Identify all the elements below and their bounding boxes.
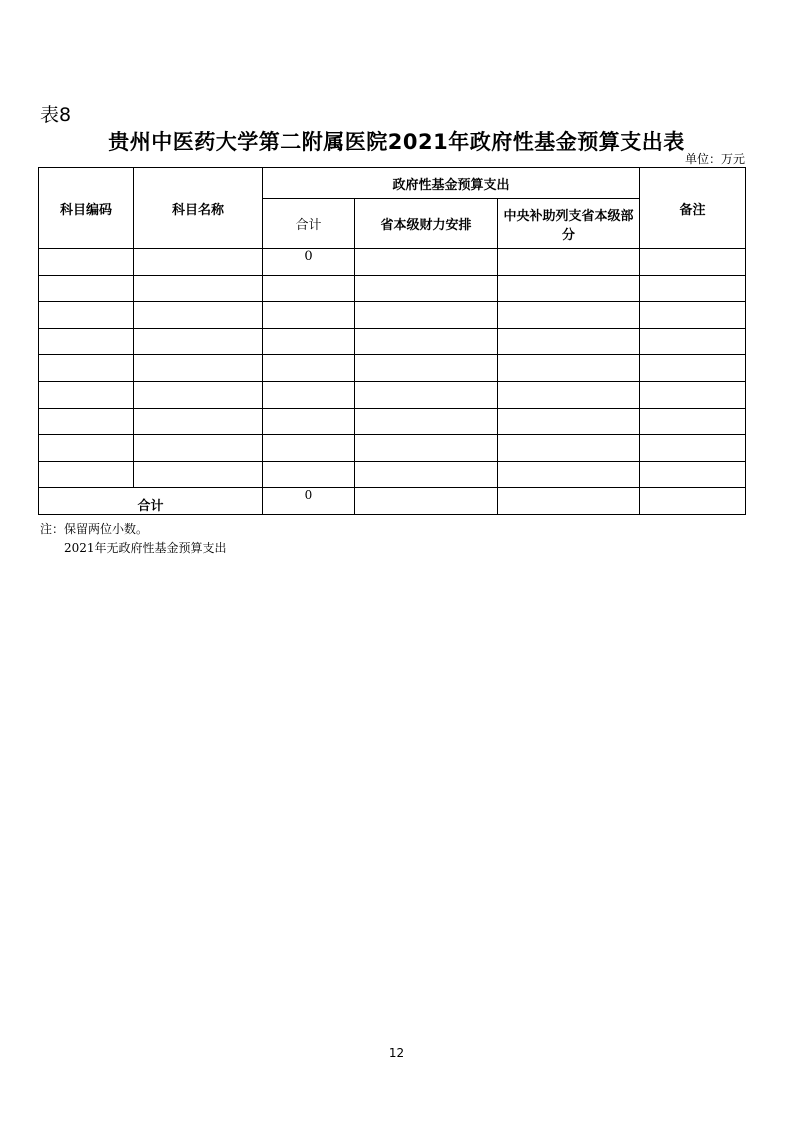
unit-label: 单位：万元: [684, 152, 745, 166]
cell-code: [39, 249, 134, 276]
table-body: [39, 249, 746, 488]
cell-name: [134, 381, 263, 408]
cell-central: [498, 355, 640, 382]
table-row: [39, 355, 746, 382]
document-title: 贵州中医药大学第二附属医院2021年政府性基金预算支出表: [108, 130, 685, 154]
table-row: [39, 381, 746, 408]
total-row-central: [498, 488, 640, 515]
cell-name: [134, 461, 263, 488]
cell-province: [355, 461, 498, 488]
cell-code: [39, 302, 134, 329]
cell-code: [39, 355, 134, 382]
cell-province: [355, 328, 498, 355]
total-row-province: [355, 488, 498, 515]
cell-name: [134, 408, 263, 435]
cell-central: [498, 302, 640, 329]
total-row: [39, 488, 746, 515]
cell-name: [134, 355, 263, 382]
cell-remark: [640, 275, 746, 302]
cell-central: [498, 275, 640, 302]
table-row: [39, 435, 746, 462]
header-remark: 备注: [640, 168, 746, 249]
cell-name: [134, 328, 263, 355]
total-row-remark: [640, 488, 746, 515]
header-subject-name: 科目名称: [134, 168, 263, 249]
cell-remark: [640, 302, 746, 329]
cell-remark: [640, 435, 746, 462]
cell-name: [134, 275, 263, 302]
cell-province: [355, 408, 498, 435]
cell-total: [263, 302, 355, 329]
table-number: 表8: [40, 104, 72, 126]
cell-province: [355, 355, 498, 382]
cell-code: [39, 461, 134, 488]
cell-total: [263, 275, 355, 302]
header-total: 合计: [263, 199, 355, 249]
cell-central: [498, 461, 640, 488]
cell-remark: [640, 461, 746, 488]
cell-code: [39, 275, 134, 302]
cell-code: [39, 435, 134, 462]
table-row: [39, 275, 746, 302]
header-subject-code: 科目编码: [39, 168, 134, 249]
cell-province: [355, 302, 498, 329]
cell-total: [263, 408, 355, 435]
header-fund-expenditure: 政府性基金预算支出: [263, 168, 640, 199]
cell-remark: [640, 355, 746, 382]
table-row: [39, 302, 746, 329]
budget-table: [38, 167, 746, 515]
cell-remark: [640, 381, 746, 408]
cell-code: [39, 381, 134, 408]
cell-code: [39, 328, 134, 355]
table-row: [39, 461, 746, 488]
cell-total: [263, 381, 355, 408]
total-row-label: 合计: [39, 488, 263, 515]
cell-name: [134, 435, 263, 462]
cell-total: [263, 435, 355, 462]
cell-central: [498, 249, 640, 276]
cell-province: [355, 435, 498, 462]
cell-central: [498, 381, 640, 408]
page-number: 12: [388, 1046, 405, 1060]
cell-province: [355, 275, 498, 302]
note-decimals: 注：保留两位小数。: [40, 522, 149, 536]
cell-province: [355, 249, 498, 276]
cell-remark: [640, 328, 746, 355]
cell-central: [498, 328, 640, 355]
header-province-funds: 省本级财力安排: [355, 199, 498, 249]
cell-central: [498, 408, 640, 435]
header-central-subsidy: 中央补助列支省本级部分: [498, 199, 640, 249]
cell-code: [39, 408, 134, 435]
header-row-1: [39, 168, 746, 199]
cell-total: [263, 355, 355, 382]
cell-total: 0: [263, 249, 355, 276]
cell-name: [134, 302, 263, 329]
table-row: [39, 249, 746, 276]
table-row: [39, 328, 746, 355]
cell-remark: [640, 249, 746, 276]
table-row: [39, 408, 746, 435]
cell-name: [134, 249, 263, 276]
note-no-expenditure: 2021年无政府性基金预算支出: [64, 541, 227, 555]
cell-total: [263, 328, 355, 355]
cell-province: [355, 381, 498, 408]
cell-central: [498, 435, 640, 462]
cell-total: [263, 461, 355, 488]
total-row-total: 0: [263, 488, 355, 515]
cell-remark: [640, 408, 746, 435]
